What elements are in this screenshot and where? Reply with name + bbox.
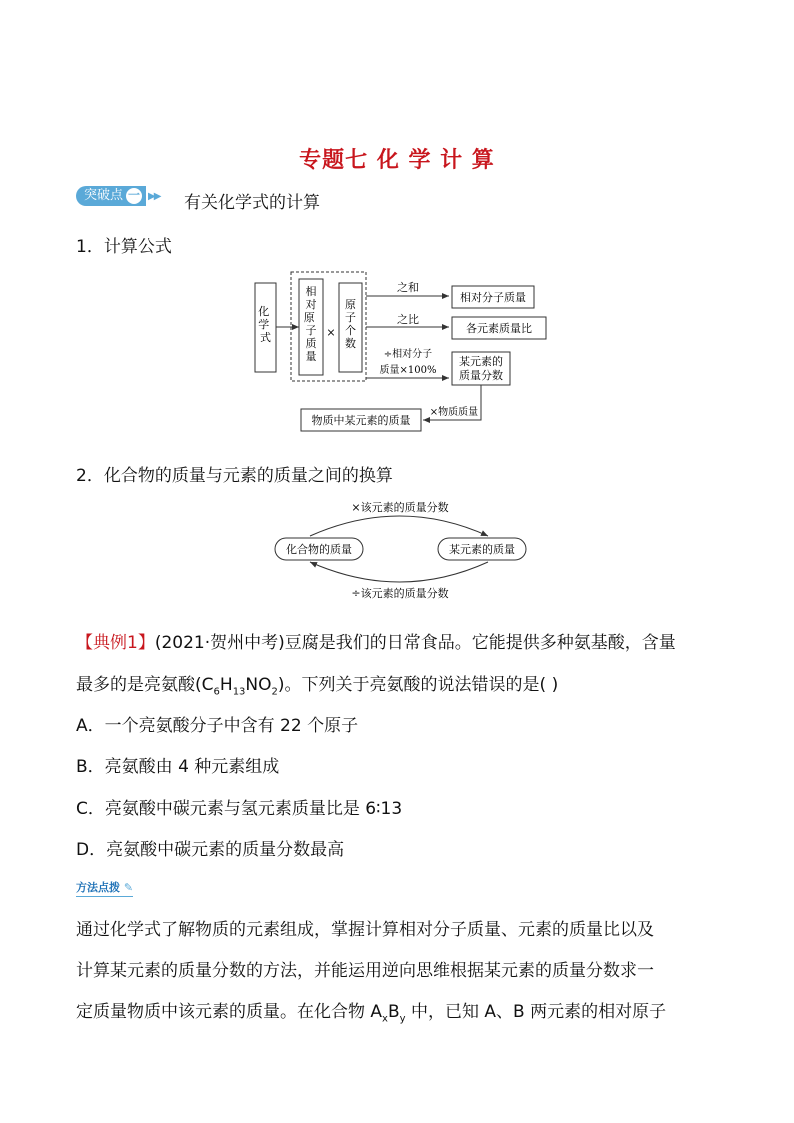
- subscript-2: 2: [271, 686, 278, 698]
- formula-char-1: 化: [258, 305, 270, 318]
- bottom-label: ÷该元素的质量分数: [351, 587, 449, 600]
- relative-mass-label: 相对原 子质量: [303, 285, 317, 363]
- divide-label-2: 质量×100%: [379, 365, 437, 376]
- sum-label: 之和: [397, 281, 419, 294]
- formula-diagram: [240, 268, 560, 438]
- times-symbol: ×: [326, 326, 336, 339]
- ratio-label: 之比: [397, 313, 419, 326]
- item-2-heading: 2．化合物的质量与元素的质量之间的换算: [76, 466, 393, 486]
- bottom-curve-arrow: [310, 562, 488, 582]
- divide-label-1: ÷相对分子: [383, 349, 433, 360]
- breakthrough-badge: [76, 185, 159, 207]
- example-line-1: [76, 628, 676, 653]
- example-line-1-text: (2021·贺州中考)豆腐是我们的日常食品。它能提供多种氨基酸，含量: [154, 633, 676, 653]
- badge-label: 突破点: [84, 188, 124, 203]
- section-title: 有关化学式的计算: [184, 193, 320, 213]
- paragraph-line-1: 通过化学式了解物质的元素组成，掌握计算相对分子质量、元素的质量比以及: [76, 920, 654, 940]
- compound-mass-label: 化合物的质量: [286, 543, 352, 556]
- method-tip-text: 方法点拨: [76, 881, 120, 894]
- paragraph-line-3-post: 中，已知 A、B 两元素的相对原子: [405, 1002, 667, 1022]
- formula-b: B: [387, 1002, 400, 1022]
- option-b: B．亮氨酸由 4 种元素组成: [76, 757, 280, 777]
- subscript-y: y: [399, 1013, 406, 1025]
- subscript-x: x: [382, 1013, 388, 1025]
- mass-fraction-label-1: 某元素的: [459, 355, 503, 368]
- conversion-diagram: [270, 494, 530, 606]
- pencil-icon: ✎: [123, 881, 134, 894]
- formula-no: NO: [245, 675, 272, 695]
- example-tag: 【典例1】: [76, 633, 155, 653]
- option-a: A．一个亮氨酸分子中含有 22 个原子: [76, 716, 359, 736]
- example-line-2-pre: 最多的是亮氨酸(C: [76, 675, 214, 695]
- badge-pill: [76, 186, 146, 206]
- element-mass-oval-label: 某元素的质量: [449, 543, 515, 556]
- badge-number: 一: [128, 188, 141, 202]
- top-label: ×该元素的质量分数: [351, 501, 449, 514]
- double-arrow-icon: ▶▶: [148, 190, 160, 202]
- times-mass-label: ×物质质量: [429, 407, 479, 418]
- page-title: 专题七 化 学 计 算: [299, 148, 495, 173]
- atom-count-label: 原子个数: [345, 298, 356, 350]
- element-mass-label: 物质中某元素的质量: [311, 414, 411, 427]
- example-line-2: [76, 670, 558, 697]
- paragraph-line-3: [76, 992, 716, 1039]
- subscript-6: 6: [213, 686, 220, 698]
- top-curve-arrow: [310, 516, 488, 536]
- option-d: D．亮氨酸中碳元素的质量分数最高: [76, 840, 345, 860]
- method-tip-label: [76, 879, 133, 897]
- formula-char-3: 式: [260, 331, 271, 344]
- subscript-13: 13: [232, 686, 246, 698]
- item-1-heading: 1．计算公式: [76, 237, 172, 257]
- mass-fraction-label-2: 质量分数: [459, 369, 503, 382]
- paragraph-line-2: 计算某元素的质量分数的方法，并能运用逆向思维根据某元素的质量分数求一: [76, 961, 654, 981]
- formula-char-2: 学: [258, 318, 270, 331]
- formula-box-label: [258, 304, 273, 344]
- mass-ratio-label: 各元素质量比: [466, 322, 532, 335]
- paragraph-line-3-pre: 定质量物质中该元素的质量。在化合物 A: [76, 1002, 383, 1022]
- example-line-2-post: )。下列关于亮氨酸的说法错误的是( ): [277, 675, 559, 695]
- method-paragraph: [76, 910, 716, 1039]
- option-c: C．亮氨酸中碳元素与氢元素质量比是 6∶13: [76, 799, 403, 819]
- formula-h: H: [219, 675, 233, 695]
- molecular-mass-label: 相对分子质量: [460, 291, 526, 304]
